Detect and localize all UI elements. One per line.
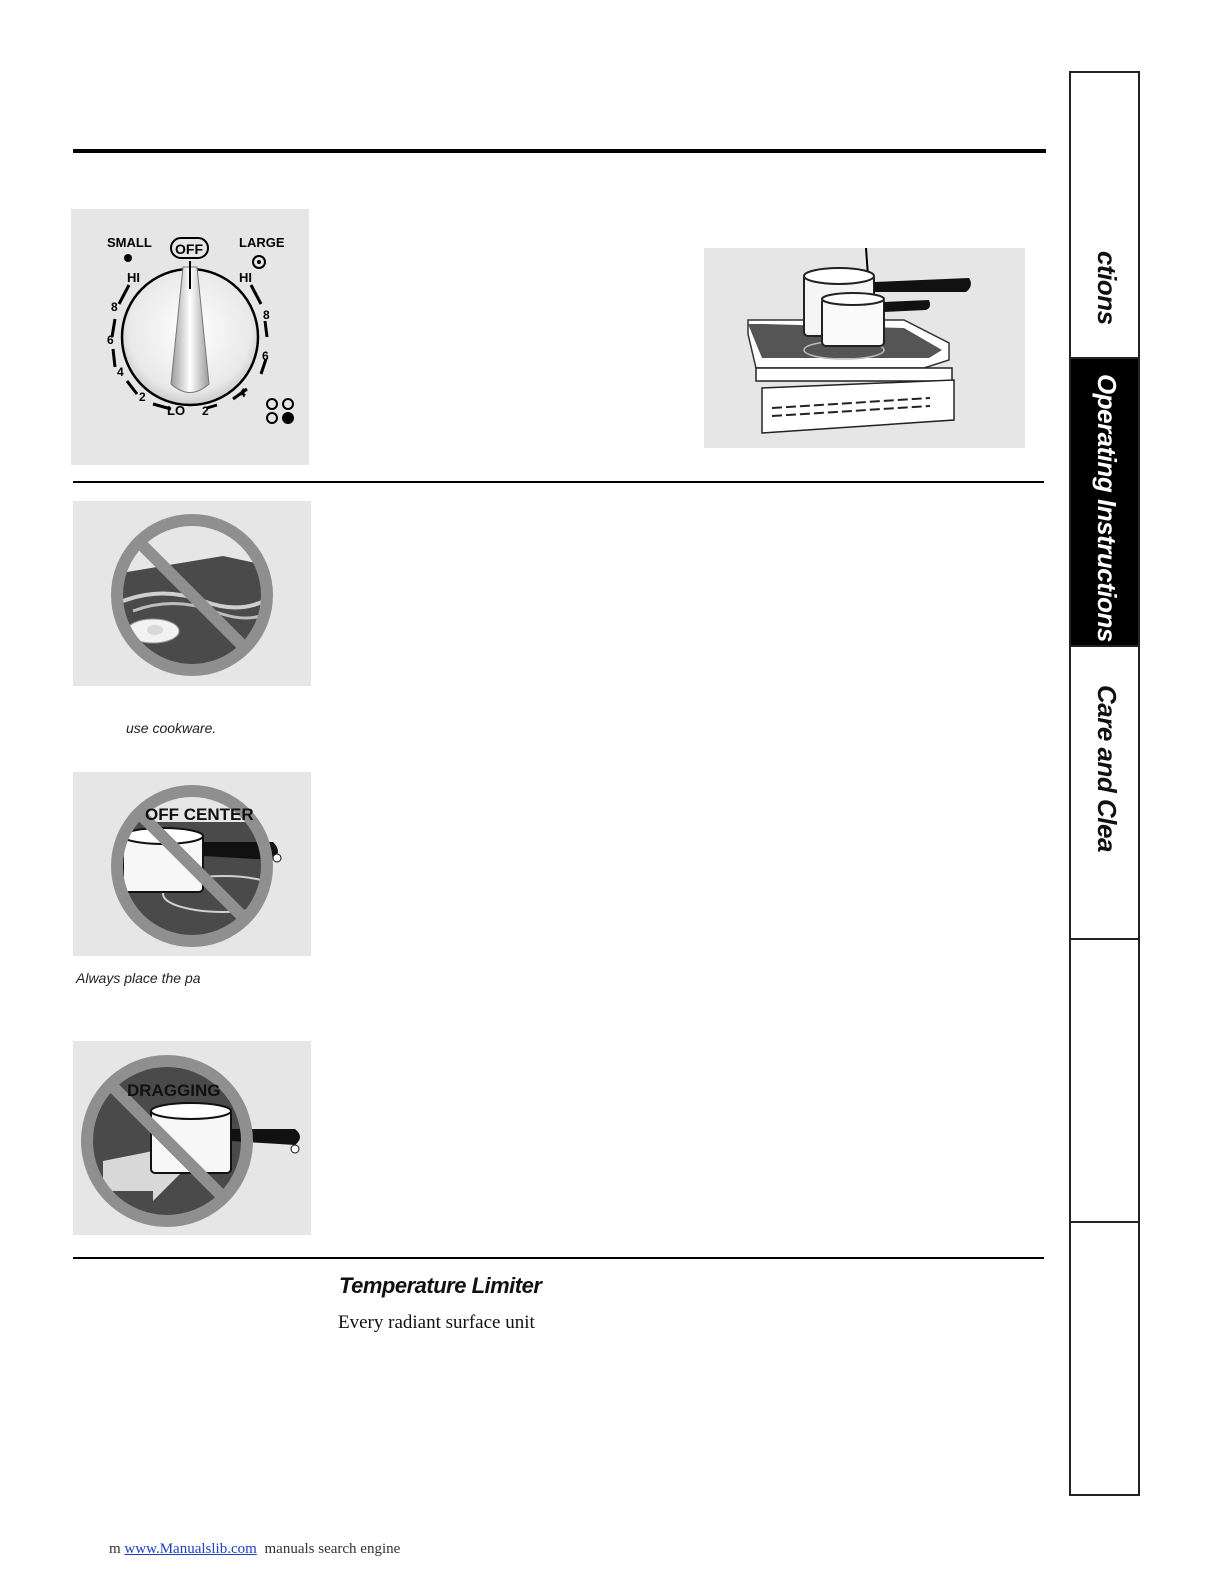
dial-large-label: LARGE [239,235,285,250]
handle-tip [291,1145,299,1153]
small-pan-rim [822,293,884,305]
dial-right-8: 8 [263,308,270,322]
tab-blank-1[interactable] [1071,938,1138,1221]
footer-suffix: manuals search engine [264,1541,401,1557]
dial-left-8: 8 [111,300,118,314]
element-indicator-icon [267,399,294,424]
dial-lo-label: LO [167,403,186,418]
control-dial-figure [71,209,309,465]
footer [109,1541,400,1558]
top-rule [73,149,1046,153]
tab-care-and-cleaning[interactable] [1071,645,1138,938]
dial-left-6: 6 [107,333,114,347]
section-body: Every radiant surface unit [338,1312,535,1333]
dial-hi-left: HI [127,270,140,285]
off-center-label: OFF CENTER [145,805,254,824]
tab-label: Operating Instructions [1091,374,1122,642]
range-body [756,368,952,381]
egg-yolk [147,625,163,635]
section-divider-2 [73,1257,1044,1259]
pan-rim [151,1103,231,1119]
dial-small-label: SMALL [107,235,152,250]
small-dot-icon [124,254,132,262]
place-pan-caption: Always place the pa [76,970,201,986]
dial-right-2: 2 [202,404,209,418]
tab-label: Care and Clea [1091,685,1122,852]
dial-right-6: 6 [262,349,269,363]
tab-blank-2[interactable] [1071,1221,1138,1494]
tab-operating-instructions[interactable] [1071,357,1138,645]
dial-off-label: OFF [175,241,203,257]
handle-tip [273,854,281,862]
dial-left-4: 4 [117,365,124,379]
large-pan-handle [874,278,971,292]
dragging-label: DRAGGING [127,1081,221,1100]
tab-ctions[interactable] [1071,73,1138,357]
dial-left-2: 2 [139,390,146,404]
tab-label: ctions [1091,251,1122,325]
section-tabs [1069,71,1140,1496]
off-center-figure [73,772,311,956]
manualslib-link[interactable]: www.Manualslib.com [124,1541,257,1557]
section-heading: Temperature Limiter [339,1273,542,1298]
footer-prefix: m [109,1541,121,1557]
no-direct-cooking-figure [73,501,311,686]
small-pan-handle [884,300,930,312]
pans-on-cooktop-figure [704,248,1025,448]
large-ring-dot [257,260,261,264]
dragging-figure [73,1041,311,1235]
large-pan-rim [804,268,874,284]
dial-right-4: 4 [239,386,246,400]
dial-hi-right: HI [239,270,252,285]
cookware-caption: use cookware. [126,720,217,736]
section-divider-1 [73,481,1044,483]
